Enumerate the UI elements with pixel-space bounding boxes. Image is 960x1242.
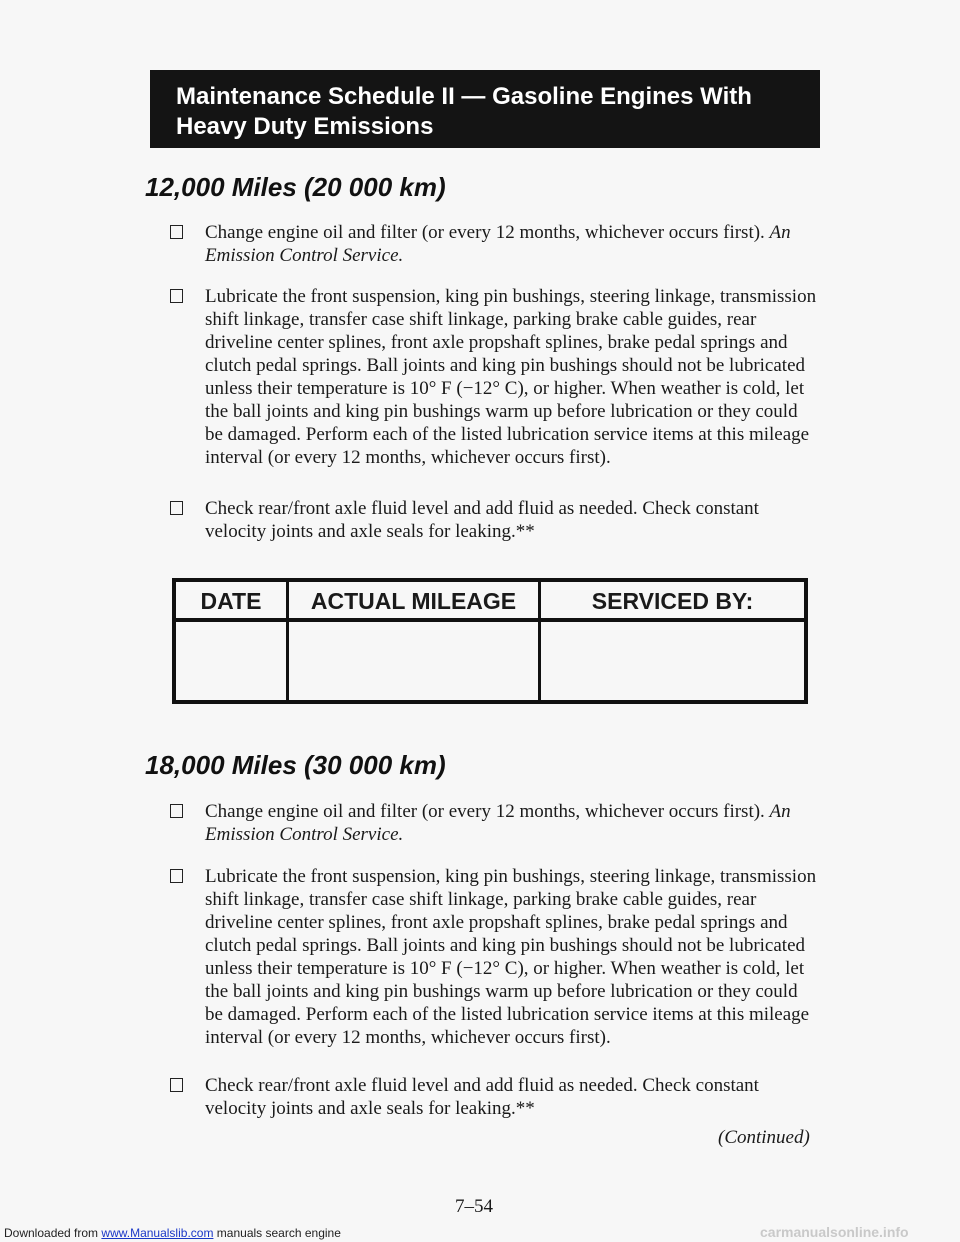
header-line-2: Heavy Duty Emissions xyxy=(176,113,434,140)
service-log-table xyxy=(172,578,808,704)
checkbox-icon[interactable] xyxy=(170,804,183,818)
watermark: carmanualsonline.info xyxy=(760,1224,909,1240)
manualslib-link[interactable]: www.Manualslib.com xyxy=(101,1226,214,1240)
section-header xyxy=(150,70,820,148)
header-serviced-by: SERVICED BY: xyxy=(591,588,754,614)
checkbox-icon[interactable] xyxy=(170,225,183,239)
column-divider xyxy=(286,582,289,700)
column-divider xyxy=(538,582,541,700)
checklist-item xyxy=(170,221,820,267)
header-date: DATE xyxy=(200,588,262,614)
checklist-item xyxy=(170,865,820,1049)
item-text: Check rear/front axle fluid level and add fluid as needed. Check constant velocity joints and axle seals for leaking.** xyxy=(205,498,759,542)
service-log-header-row xyxy=(176,582,804,622)
item-text: Lubricate the front suspension, king pin bushings, steering linkage, transmission shift linkage, transfer case shift linkage, parking brake cable guides, rear driveline center splines, front axle propshaft splines, brake pedal springs and clutch pedal springs. Ball joints and king pin bushings should not be lubricated unless their temperature is 10° F (−12° C), or higher. When weather is cold, let the ball joints and king pin bushings warm up before lubrication or they could be damaged. Perform each of the listed lubrication service items at this mileage interval (or every 12 months, whichever occurs first). xyxy=(205,866,817,1048)
continued-note: (Continued) xyxy=(718,1127,810,1148)
checklist-item xyxy=(170,497,820,543)
item-text: Lubricate the front suspension, king pin bushings, steering linkage, transmission shift linkage, transfer case shift linkage, parking brake cable guides, rear driveline center splines, front axle propshaft splines, brake pedal springs and clutch pedal springs. Ball joints and king pin bushings should not be lubricated unless their temperature is 10° F (−12° C), or higher. When weather is cold, let the ball joints and king pin bushings warm up before lubrication or they could be damaged. Perform each of the listed lubrication service items at this mileage interval (or every 12 months, whichever occurs first). xyxy=(205,286,817,468)
item-text: Change engine oil and filter (or every 12 months, whichever occurs first). An Emission Control Service. xyxy=(205,801,791,845)
page-number: 7–54 xyxy=(455,1196,493,1217)
checklist-item xyxy=(170,800,820,846)
section-title-18000: 18,000 Miles (30 000 km) xyxy=(145,750,446,780)
checkbox-icon[interactable] xyxy=(170,501,183,515)
checklist-item xyxy=(170,1074,820,1120)
checkbox-icon[interactable] xyxy=(170,289,183,303)
checklist-item xyxy=(170,285,820,469)
item-text: Check rear/front axle fluid level and add fluid as needed. Check constant velocity joints and axle seals for leaking.** xyxy=(205,1075,759,1119)
checkbox-icon[interactable] xyxy=(170,1078,183,1092)
item-text: Change engine oil and filter (or every 12 months, whichever occurs first). An Emission Control Service. xyxy=(205,222,791,266)
header-line-1: Maintenance Schedule II — Gasoline Engines With xyxy=(176,83,752,110)
section-title-12000: 12,000 Miles (20 000 km) xyxy=(145,172,446,202)
download-footer: Downloaded from www.Manualslib.com manuals search engine xyxy=(4,1226,341,1240)
checkbox-icon[interactable] xyxy=(170,869,183,883)
header-actual-mileage: ACTUAL MILEAGE xyxy=(310,588,517,614)
